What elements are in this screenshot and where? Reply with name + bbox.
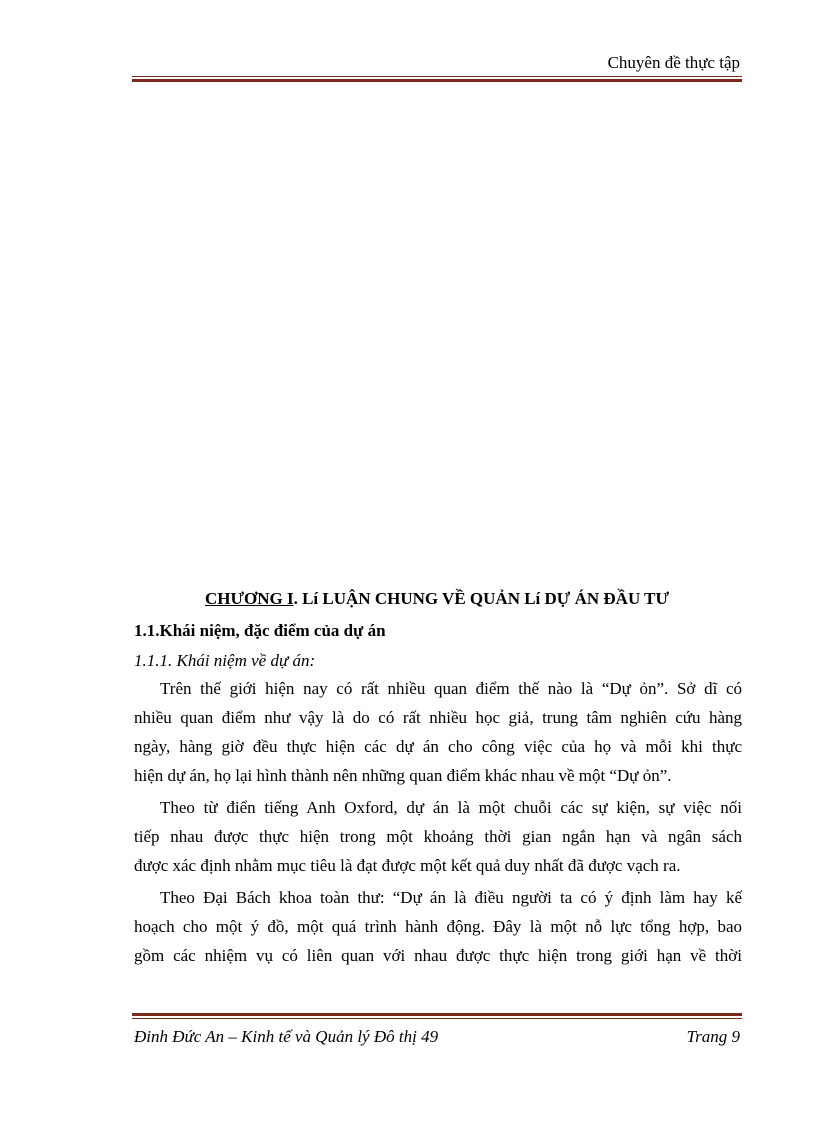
footer-author: Đinh Đức An – Kinh tế và Quản lý Đô thị 49 bbox=[134, 1027, 439, 1046]
footer-rule-thin bbox=[132, 1018, 742, 1019]
footer-page-number: Trang 9 bbox=[686, 1027, 740, 1046]
paragraph-line: Theo Đại Bách khoa toàn thư: “Dự án là điều người ta có ý định làm hay kế bbox=[160, 888, 742, 907]
chapter-title bbox=[132, 588, 742, 610]
paragraph-line: ngày, hàng giờ đều thực hiện các dự án cho công việc của họ và mỗi khi thực bbox=[134, 737, 742, 756]
paragraph-line: gồm các nhiệm vụ có liên quan với nhau được thực hiện trong giới hạn về thời bbox=[134, 946, 742, 965]
header-rule-thick bbox=[132, 79, 742, 82]
paragraph-line: Theo từ điển tiếng Anh Oxford, dự án là một chuỗi các sự kiện, sự việc nối bbox=[160, 798, 742, 817]
chapter-label: CHƯƠNG I bbox=[204, 589, 294, 608]
paragraph-line: nhiều quan điểm như vậy là do có rất nhiều học giả, trung tâm nghiên cứu hàng bbox=[134, 708, 742, 727]
paragraph-line: được xác định nhằm mục tiêu là đạt được một kết quả duy nhất đã được vạch ra. bbox=[134, 856, 681, 875]
header-rule-thin bbox=[132, 76, 742, 77]
subsection-heading: 1.1.1. Khái niệm về dự án: bbox=[134, 651, 316, 670]
footer-rule-thick bbox=[132, 1013, 742, 1016]
chapter-title-text: . Lí LUẬN CHUNG VỀ QUẢN Lí DỰ ÁN ĐẦU TƯ bbox=[293, 589, 670, 608]
paragraph-line: tiếp nhau được thực hiện trong một khoảng thời gian ngắn hạn và ngân sách bbox=[134, 827, 742, 846]
header-title: Chuyên đề thực tập bbox=[607, 53, 740, 72]
paragraph-line: hiện dự án, họ lại hình thành nên những quan điểm khác nhau về một “Dự ỏn”. bbox=[134, 766, 672, 785]
paragraph-line: hoạch cho một ý đồ, một quá trình hành động. Đây là một nỗ lực tổng hợp, bao bbox=[134, 917, 742, 936]
paragraph-line: Trên thế giới hiện nay có rất nhiều quan điểm thế nào là “Dự ỏn”. Sở dĩ có bbox=[160, 679, 742, 698]
section-heading: 1.1.Khái niệm, đặc điểm của dự án bbox=[134, 621, 386, 640]
